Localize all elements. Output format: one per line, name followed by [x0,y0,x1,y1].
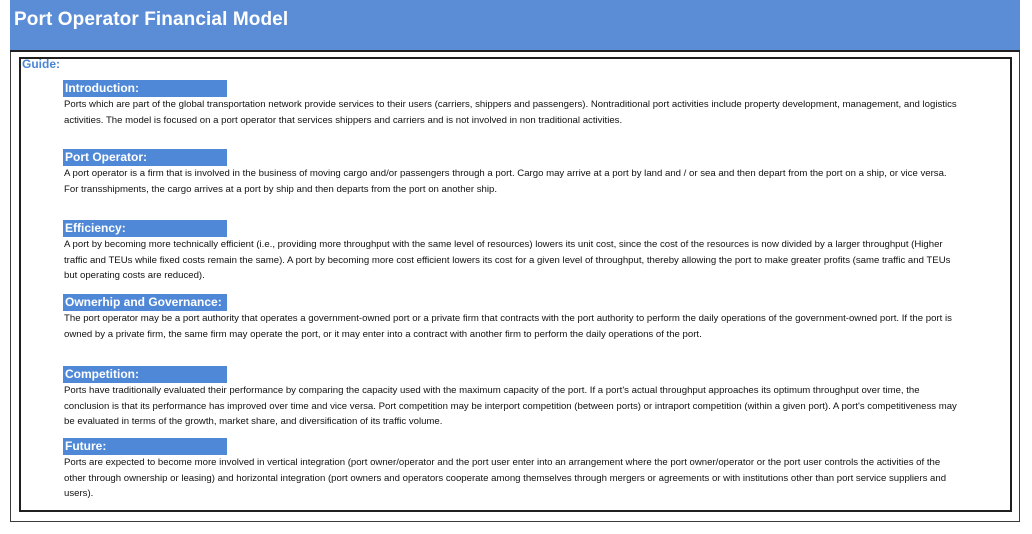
section-heading: Efficiency: [63,220,227,237]
section-body: The port operator may be a port authority that operates a government-owned port or a private firm that contracts with the port authority to perform the daily operations of the government-owned port. If the port is owned by a private firm, the same firm may operate the port, or it may enter into a contract with another firm to perform the daily operations of the port. [64,313,952,340]
section-body: A port by becoming more technically efficient (i.e., providing more throughput with the same level of resources) lowers its unit cost, since the cost of the resources is now divided by a larger throughput (Higher traffic and TEUs while fixed costs remain the same). A port by becoming more cost efficient lowers its cost for a given level of throughput, thereby allowing the port to make greater profits (same traffic and TEUs but operating costs are reduced). [64,239,951,281]
section-body: Ports have traditionally evaluated their performance by comparing the capacity used with the maximum capacity of the port. If a port's actual throughput approaches its optimum throughput over time, the conclusion is that its performance has improved over time and vice versa. Port competition may be interport competition (between ports) or intraport competition (within a given port). A port's competitiveness may be evaluated in terms of the growth, market share, and diversification of its traffic volume. [64,385,957,427]
section-body: A port operator is a firm that is involved in the business of moving cargo and/or passengers through a port. Cargo may arrive at a port by land and / or sea and then depart from the port on a ship, or vice versa. For transshipments, the cargo arrives at a port by ship and then departs from the port on another ship. [64,168,947,195]
section-heading: Port Operator: [63,149,227,166]
page-title: Port Operator Financial Model [14,9,289,30]
section-body: Ports which are part of the global transportation network provide services to their users (carriers, shippers and passengers). Nontraditional port activities include property development, management, and logistics activities. The model is focused on a port operator that services shippers and carriers and is not involved in non traditional activities. [64,99,957,126]
section-heading: Future: [63,438,227,455]
section-heading: Ownerhip and Governance: [63,294,227,311]
section-heading: Competition: [63,366,227,383]
section-future [63,437,963,502]
section-competition [63,365,963,430]
title-bar [10,0,1020,52]
section-port-operator [63,148,963,197]
section-efficiency [63,219,963,284]
section-heading: Introduction: [63,80,227,97]
guide-label: Guide: [22,57,60,71]
section-body: Ports are expected to become more involved in vertical integration (port owner/operator and the port user enter into an arrangement where the port owner/operator or the port user controls the activities of the other through ownership or leasing) and horizontal integration (port owners and operators cooperate among themselves through mergers or agreements or with institutions other than port service suppliers and users). [64,457,947,499]
section-introduction [63,79,963,128]
section-ownership-governance [63,293,963,342]
